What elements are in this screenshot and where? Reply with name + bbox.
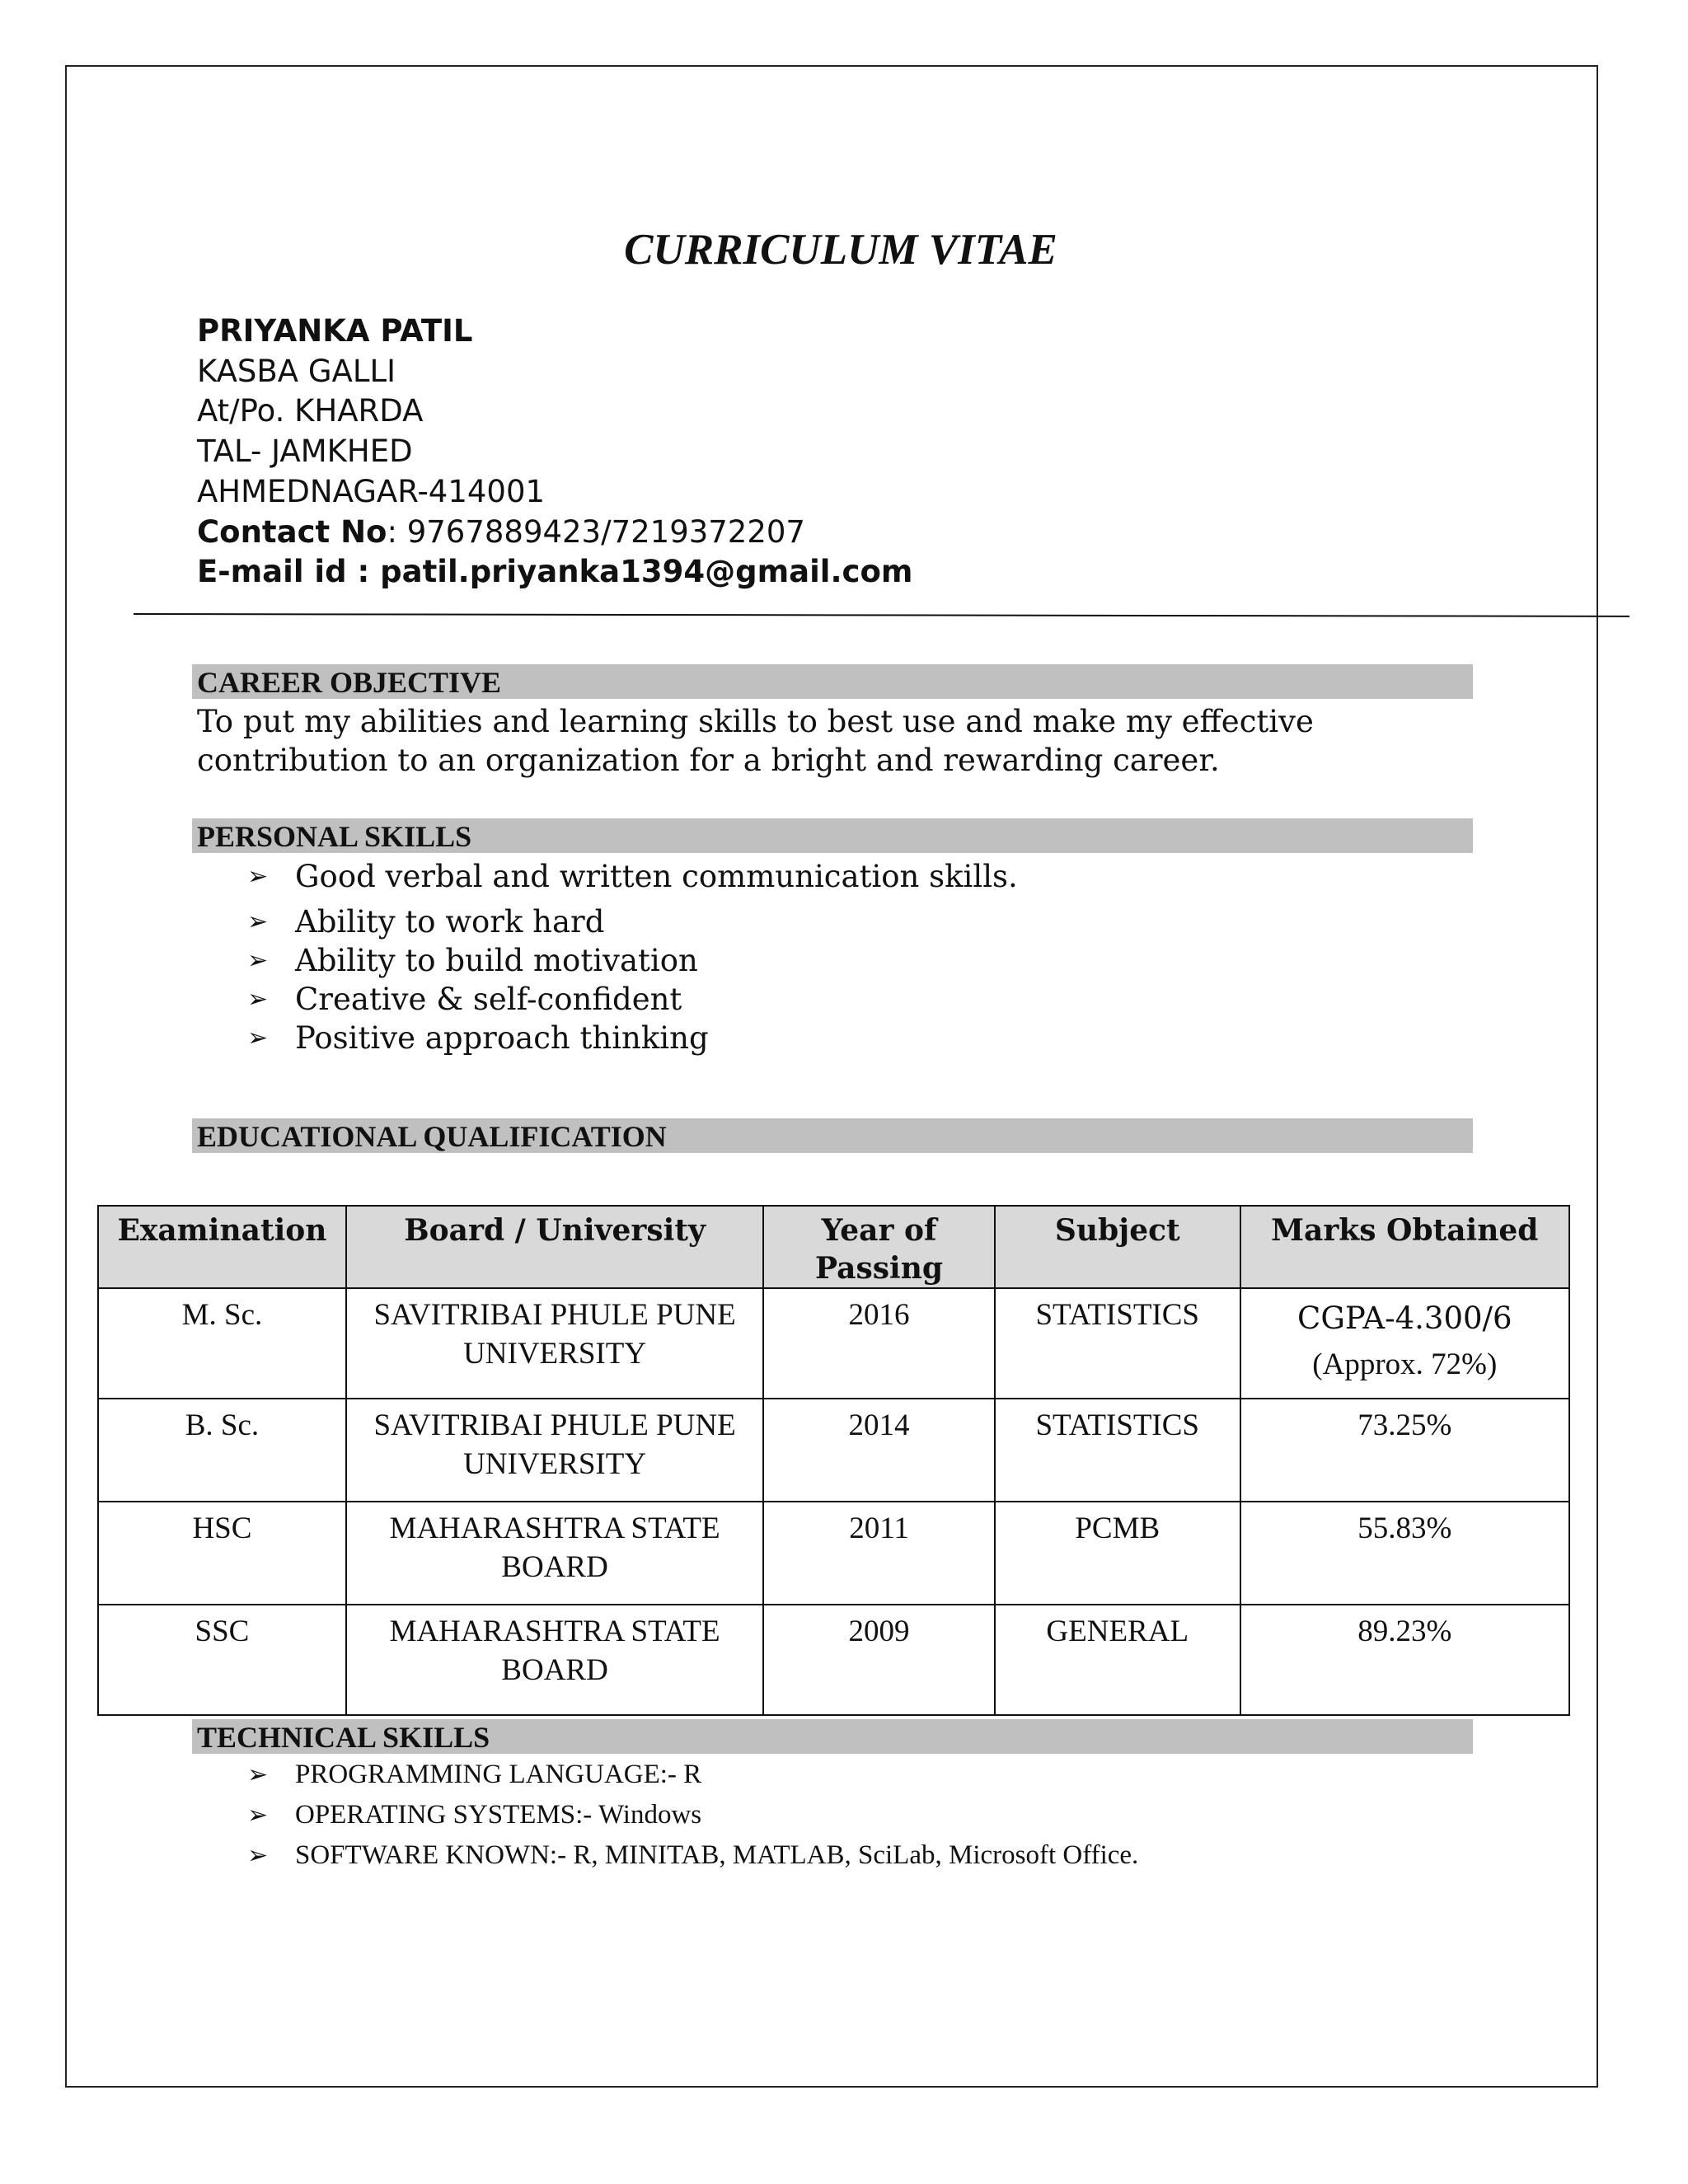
cell-year: 2011 xyxy=(763,1502,995,1605)
list-item: ➢ Creative & self-confident xyxy=(247,982,682,1017)
candidate-name: PRIYANKA PATIL xyxy=(197,313,473,349)
marks-value: CGPA-4.300/6 xyxy=(1297,1301,1512,1336)
arrowhead-bullet-icon: ➢ xyxy=(247,1761,269,1788)
cell-subject: PCMB xyxy=(995,1502,1240,1605)
table-row xyxy=(98,1502,1569,1605)
column-header-subject: Subject xyxy=(995,1206,1240,1288)
career-objective-text: To put my abilities and learning skills to best use and make my effective contribution to an organization for a bright and rewarding career. xyxy=(197,704,1314,778)
cell-examination: B. Sc. xyxy=(98,1399,346,1502)
address-line-2: At/Po. KHARDA xyxy=(197,393,424,429)
list-item: ➢ Ability to work hard xyxy=(247,904,605,940)
career-objective-heading: CAREER OBJECTIVE xyxy=(192,664,1473,699)
table-row xyxy=(98,1605,1569,1715)
cell-examination: SSC xyxy=(98,1605,346,1715)
arrowhead-bullet-icon: ➢ xyxy=(247,1024,269,1052)
cell-year: 2016 xyxy=(763,1288,995,1399)
contact-block xyxy=(197,312,912,593)
technical-skills-heading: TECHNICAL SKILLS xyxy=(192,1719,1473,1754)
arrowhead-bullet-icon: ➢ xyxy=(247,1842,269,1869)
cell-marks: 73.25% xyxy=(1240,1399,1569,1502)
address-line-1: KASBA GALLI xyxy=(197,353,396,389)
cell-marks: 89.23% xyxy=(1240,1605,1569,1715)
cell-marks xyxy=(1240,1288,1569,1399)
cell-marks: 55.83% xyxy=(1240,1502,1569,1605)
cell-board: MAHARASHTRA STATE BOARD xyxy=(346,1605,763,1715)
contact-number xyxy=(197,513,912,553)
arrowhead-bullet-icon: ➢ xyxy=(247,985,269,1014)
address-line-3: TAL- JAMKHED xyxy=(197,434,413,470)
cell-year: 2009 xyxy=(763,1605,995,1715)
arrowhead-bullet-icon: ➢ xyxy=(247,1802,269,1829)
cell-subject: STATISTICS xyxy=(995,1288,1240,1399)
table-row xyxy=(98,1399,1569,1502)
arrowhead-bullet-icon: ➢ xyxy=(247,862,269,891)
personal-skills-heading: PERSONAL SKILLS xyxy=(192,818,1473,853)
cell-subject: STATISTICS xyxy=(995,1399,1240,1502)
cell-examination: M. Sc. xyxy=(98,1288,346,1399)
personal-skills-list xyxy=(247,857,1018,1057)
cell-subject: GENERAL xyxy=(995,1605,1240,1715)
list-item: ➢ PROGRAMMING LANGUAGE:- R xyxy=(247,1755,1138,1795)
column-header-board: Board / University xyxy=(346,1206,763,1288)
list-item: ➢ OPERATING SYSTEMS:- Windows xyxy=(247,1795,1138,1835)
educational-qualification-heading: EDUCATIONAL QUALIFICATION xyxy=(192,1118,1473,1153)
table-header-row xyxy=(98,1206,1569,1288)
list-item: ➢ Positive approach thinking xyxy=(247,1020,709,1056)
cell-examination: HSC xyxy=(98,1502,346,1605)
list-item: ➢ Ability to build motivation xyxy=(247,943,698,978)
cell-board: MAHARASHTRA STATE BOARD xyxy=(346,1502,763,1605)
cell-year: 2014 xyxy=(763,1399,995,1502)
contact-number-value: : 9767889423/7219372207 xyxy=(387,513,805,550)
list-item: ➢ Good verbal and written communication skills. xyxy=(247,859,1018,894)
address-line-4: AHMEDNAGAR-414001 xyxy=(197,473,546,509)
education-table xyxy=(97,1205,1570,1716)
list-item: ➢ SOFTWARE KNOWN:- R, MINITAB, MATLAB, SciLab, Microsoft Office. xyxy=(247,1835,1138,1876)
email-address: E-mail id : patil.priyanka1394@gmail.com xyxy=(197,554,913,590)
technical-skills-list xyxy=(247,1755,1138,1876)
arrowhead-bullet-icon: ➢ xyxy=(247,907,269,936)
table-row xyxy=(98,1288,1569,1399)
contact-number-label: Contact No xyxy=(197,513,387,550)
column-header-examination: Examination xyxy=(98,1206,346,1288)
document-title: CURRICULUM VITAE xyxy=(624,226,1057,274)
column-header-marks: Marks Obtained xyxy=(1240,1206,1569,1288)
marks-note: (Approx. 72%) xyxy=(1312,1347,1498,1381)
arrowhead-bullet-icon: ➢ xyxy=(247,946,269,975)
cell-board: SAVITRIBAI PHULE PUNE UNIVERSITY xyxy=(346,1288,763,1399)
column-header-year: Year of Passing xyxy=(763,1206,995,1288)
cell-board: SAVITRIBAI PHULE PUNE UNIVERSITY xyxy=(346,1399,763,1502)
